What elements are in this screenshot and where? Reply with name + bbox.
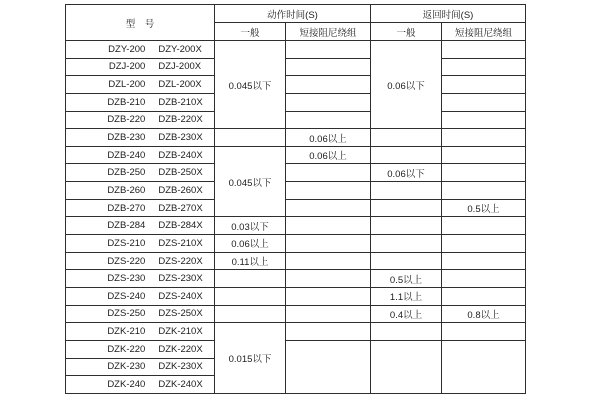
model-cell xyxy=(66,358,215,376)
action-damping-cell xyxy=(286,305,371,323)
header-return-damping: 短接阻尼绕组 xyxy=(442,23,526,41)
table-row xyxy=(66,217,526,235)
table-row xyxy=(66,93,526,111)
return-general-cell xyxy=(371,129,442,147)
return-damping-cell xyxy=(442,182,526,200)
model-name: DZB-240 xyxy=(107,149,146,161)
action-damping-cell xyxy=(286,270,371,288)
table-row xyxy=(66,164,526,182)
return-damping-cell xyxy=(442,41,526,59)
return-damping-cell xyxy=(442,76,526,94)
model-cell xyxy=(66,93,215,111)
return-general-cell xyxy=(371,323,442,341)
model-cell xyxy=(66,270,215,288)
model-pair xyxy=(96,185,214,196)
table-row xyxy=(66,111,526,129)
table-header xyxy=(66,5,526,41)
return-damping-cell xyxy=(442,111,526,129)
header-action-time: 动作时间(S) xyxy=(215,5,371,23)
model-cell xyxy=(66,235,215,253)
model-pair xyxy=(96,291,214,302)
return-general-cell xyxy=(371,182,442,200)
action-damping-cell xyxy=(286,340,371,393)
action-damping-cell xyxy=(286,58,371,76)
model-cell xyxy=(66,340,215,358)
return-general-cell: 0.4以上 xyxy=(371,305,442,323)
action-damping-cell xyxy=(286,235,371,253)
action-general-cell xyxy=(215,287,286,305)
model-name: DZK-220 xyxy=(107,343,146,355)
table-body xyxy=(66,41,526,394)
return-general-cell: 1.1以上 xyxy=(371,287,442,305)
model-cell xyxy=(66,199,215,217)
header-return-general: 一般 xyxy=(371,23,442,41)
model-name-x: DZS-210X xyxy=(158,237,203,249)
table-row xyxy=(66,252,526,270)
action-general-cell: 0.015以下 xyxy=(215,323,286,394)
header-model: 型 号 xyxy=(66,5,215,41)
model-name: DZY-200 xyxy=(108,43,146,55)
model-cell xyxy=(66,323,215,341)
return-damping-cell: 0.8以上 xyxy=(442,305,526,323)
model-name-x: DZB-240X xyxy=(158,149,203,161)
model-pair xyxy=(96,203,214,214)
model-name: DZS-210 xyxy=(107,237,146,249)
table-row xyxy=(66,323,526,341)
return-general-cell xyxy=(371,199,442,217)
action-damping-cell: 0.06以上 xyxy=(286,129,371,147)
return-general-cell: 0.5以上 xyxy=(371,270,442,288)
action-general-cell: 0.03以下 xyxy=(215,217,286,235)
table-row xyxy=(66,146,526,164)
table-row xyxy=(66,129,526,147)
model-name: DZS-250 xyxy=(107,308,146,320)
model-cell xyxy=(66,146,215,164)
action-general-cell: 0.045以下 xyxy=(215,41,286,129)
model-pair xyxy=(96,220,214,231)
model-cell xyxy=(66,111,215,129)
model-name: DZB-260 xyxy=(107,184,146,196)
model-name-x: DZB-260X xyxy=(158,184,203,196)
return-general-cell: 0.06以下 xyxy=(371,164,442,182)
header-action-general: 一般 xyxy=(215,23,286,41)
model-cell xyxy=(66,305,215,323)
return-damping-cell xyxy=(442,235,526,253)
model-name-x: DZB-220X xyxy=(158,114,203,126)
return-damping-cell xyxy=(442,323,526,341)
table-row xyxy=(66,182,526,200)
return-general-cell xyxy=(371,252,442,270)
model-pair xyxy=(96,79,214,90)
model-cell xyxy=(66,287,215,305)
model-pair xyxy=(96,344,214,355)
model-name-x: DZB-284X xyxy=(158,220,203,232)
table-row xyxy=(66,340,526,358)
table-row xyxy=(66,58,526,76)
action-general-cell: 0.045以下 xyxy=(215,146,286,217)
model-pair xyxy=(96,97,214,108)
table-row xyxy=(66,235,526,253)
model-cell xyxy=(66,376,215,394)
model-pair xyxy=(96,150,214,161)
model-name-x: DZK-220X xyxy=(158,343,203,355)
return-damping-cell xyxy=(442,146,526,164)
model-pair xyxy=(96,256,214,267)
model-pair xyxy=(96,132,214,143)
action-damping-cell xyxy=(286,164,371,182)
action-general-cell xyxy=(215,129,286,147)
model-cell xyxy=(66,182,215,200)
model-pair xyxy=(96,167,214,178)
return-general-cell xyxy=(371,217,442,235)
return-damping-cell xyxy=(442,270,526,288)
action-damping-cell xyxy=(286,217,371,235)
model-name-x: DZB-250X xyxy=(158,167,203,179)
model-cell xyxy=(66,76,215,94)
model-name-x: DZB-210X xyxy=(158,96,203,108)
model-pair xyxy=(96,308,214,319)
table-row xyxy=(66,199,526,217)
model-name-x: DZL-200X xyxy=(158,79,202,91)
table-row xyxy=(66,41,526,59)
header-return-time: 返回时间(S) xyxy=(371,5,526,23)
model-cell xyxy=(66,164,215,182)
return-damping-cell xyxy=(442,252,526,270)
action-damping-cell xyxy=(286,252,371,270)
return-general-cell xyxy=(371,146,442,164)
model-name: DZB-230 xyxy=(107,132,146,144)
model-name-x: DZJ-200X xyxy=(158,61,202,73)
model-cell xyxy=(66,252,215,270)
model-name: DZB-210 xyxy=(107,96,146,108)
model-name-x: DZS-230X xyxy=(158,273,203,285)
model-name-x: DZB-270X xyxy=(158,202,203,214)
model-name: DZK-210 xyxy=(107,326,146,338)
model-name-x: DZK-240X xyxy=(158,378,203,390)
action-damping-cell xyxy=(286,323,371,341)
table-row xyxy=(66,287,526,305)
return-damping-cell xyxy=(442,93,526,111)
model-name-x: DZK-230X xyxy=(158,361,203,373)
model-name: DZS-230 xyxy=(107,273,146,285)
model-name-x: DZS-220X xyxy=(158,255,203,267)
return-damping-cell xyxy=(442,164,526,182)
action-damping-cell xyxy=(286,111,371,129)
action-damping-cell xyxy=(286,199,371,217)
model-name: DZK-240 xyxy=(107,378,146,390)
model-pair xyxy=(96,361,214,372)
model-name: DZS-220 xyxy=(107,255,146,267)
table-row xyxy=(66,305,526,323)
relay-spec-table xyxy=(65,4,526,394)
action-damping-cell xyxy=(286,93,371,111)
header-row-1 xyxy=(66,5,526,23)
action-damping-cell xyxy=(286,41,371,59)
action-general-cell xyxy=(215,270,286,288)
action-general-cell: 0.11以上 xyxy=(215,252,286,270)
model-pair xyxy=(96,61,214,72)
return-damping-cell xyxy=(442,58,526,76)
model-pair xyxy=(96,326,214,337)
model-pair xyxy=(96,44,214,55)
action-damping-cell xyxy=(286,76,371,94)
model-cell xyxy=(66,217,215,235)
model-cell xyxy=(66,41,215,59)
table-row xyxy=(66,76,526,94)
model-name-x: DZK-210X xyxy=(158,326,203,338)
model-name-x: DZB-230X xyxy=(158,132,203,144)
return-damping-cell: 0.5以上 xyxy=(442,199,526,217)
action-damping-cell: 0.06以上 xyxy=(286,146,371,164)
return-general-cell xyxy=(371,340,442,393)
action-general-cell: 0.06以上 xyxy=(215,235,286,253)
model-name-x: DZY-200X xyxy=(158,43,202,55)
model-pair xyxy=(96,238,214,249)
table-row xyxy=(66,270,526,288)
model-cell xyxy=(66,129,215,147)
return-general-cell xyxy=(371,235,442,253)
return-damping-cell xyxy=(442,340,526,393)
model-name-x: DZS-240X xyxy=(158,290,203,302)
model-name-x: DZS-250X xyxy=(158,308,203,320)
model-name: DZK-230 xyxy=(107,361,146,373)
model-name: DZB-220 xyxy=(107,114,146,126)
model-pair xyxy=(96,379,214,390)
model-pair xyxy=(96,114,214,125)
model-name: DZL-200 xyxy=(108,79,146,91)
model-pair xyxy=(96,273,214,284)
model-name: DZB-250 xyxy=(107,167,146,179)
return-general-cell: 0.06以下 xyxy=(371,41,442,129)
action-general-cell xyxy=(215,305,286,323)
model-name: DZB-270 xyxy=(107,202,146,214)
return-damping-cell xyxy=(442,217,526,235)
model-cell xyxy=(66,58,215,76)
model-name: DZB-284 xyxy=(107,220,146,232)
model-name: DZJ-200 xyxy=(108,61,146,73)
model-name: DZS-240 xyxy=(107,290,146,302)
return-damping-cell xyxy=(442,129,526,147)
return-damping-cell xyxy=(442,287,526,305)
action-damping-cell xyxy=(286,182,371,200)
header-action-damping: 短接阻尼绕组 xyxy=(286,23,371,41)
action-damping-cell xyxy=(286,287,371,305)
